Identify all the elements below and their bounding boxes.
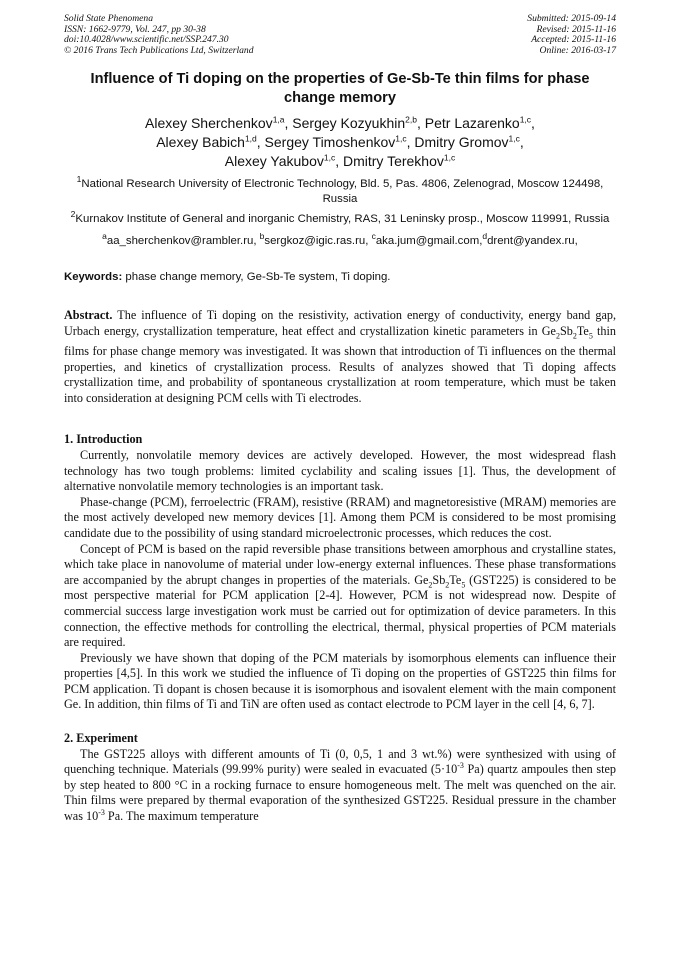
email-link[interactable]: sergkoz@igic.ras.ru [264, 234, 366, 247]
section-heading-introduction: 1. Introduction [64, 432, 143, 447]
affiliation-1: $^1$National Research University of Electronic Technology, Bld. 5, Pas. 4806, Zelenograd, Moscow 124498, Russia [76, 174, 604, 205]
paragraph: Currently, nonvolatile memory devices are actively developed. However, the most widespread flash technology has two tough problems: limited cyclability and scaling issues [1]. Thus, the development of alternative nonvolatile memory technologies is an important task. [64, 447, 616, 494]
keywords-label: Keywords: [64, 271, 123, 284]
author: Sergey Timoshenkov$^{1,c}$ [264, 133, 407, 151]
accepted-date: Accepted: 2015-11-16 [531, 34, 616, 46]
paragraph: Concept of PCM is based on the rapid reversible phase transitions between amorphous and crystalline states, which take place in nanovolume of material under low-energy external influences. These phase transformations are accompanied by the abrupt changes in properties of the materials. $Ge_2Sb_2Te_5$ (GST225) is considered to be most perspective material for PCM application [2-4]. However, PCM is not widespread now. Despite of commercial success large investigation work must be carried out for optimization of device parameters. In this connection, the effective methods for controlling the electrical, thermal, physical properties of PCM materials are required. [64, 541, 617, 650]
author: Petr Lazarenko$^{1,c}$ [424, 114, 532, 132]
author-emails: $^a$aa_sherchenkov@rambler.ru, $^b$sergkoz@igic.ras.ru, $^c$aka.jum@gmail.com,$^d$drent@yandex.ru, [102, 231, 578, 247]
online-date: Online: 2016-03-17 [539, 44, 616, 56]
paragraph: Phase-change (PCM), ferroelectric (FRAM), resistive (RRAM) and magnetoresistive (MRAM) memories are the most actively developed new memory devices [1]. Among them PCM is considered to be most promising candidate due to the possibility of using standard microelectronic processes, which reduces the cost. [64, 494, 616, 540]
author: Alexey Yakubov$^{1,c}$ [224, 152, 336, 170]
journal-header [64, 14, 616, 56]
author: Alexey Babich$^{1,d}$ [156, 133, 257, 151]
author-list: Alexey Sherchenkov$^{1,a}$, Sergey Kozyukhin$^{2,b}$, Petr Lazarenko$^{1,c}$, Alexey Babich$^{1,d}$, Sergey Timoshenkov$^{1,c}$, Dmitry Gromov$^{1,c}$, Alexey Yakubov$^{1,c}$, Dmitry Terekhov$^{1,c}$ [145, 114, 535, 170]
paper-title: Influence of Ti doping on the properties of Ge-Sb-Te thin films for phase change memory [90, 71, 590, 107]
author: Dmitry Gromov$^{1,c}$ [414, 133, 520, 151]
affiliation-2: $^2$Kurnakov Institute of General and inorganic Chemistry, RAS, 31 Leninsky prosp., Moscow 119991, Russia [70, 209, 610, 226]
author: Sergey Kozyukhin$^{2,b}$ [292, 114, 417, 132]
publication-info [64, 14, 254, 56]
email-link[interactable]: aka.jum@gmail.com [375, 234, 480, 247]
revised-date: Revised: 2015-11-16 [536, 23, 616, 35]
publication-dates [527, 14, 616, 56]
author: Alexey Sherchenkov$^{1,a}$ [145, 114, 285, 132]
paragraph: Previously we have shown that doping of the PCM materials by isomorphous elements can influence their properties [4,5]. In this work we studied the influence of Ti doping on the properties of GST225 thin films for PCM application. Ti dopant is chosen because it is isomorphous and isovalent element with the main component Ge. In addition, thin films of Ti and TiN are often used as contact electrode to PCM layer in the cell [4, 6, 7]. [64, 650, 616, 712]
section-heading-experiment: 2. Experiment [64, 731, 138, 746]
paragraph: The GST225 alloys with different amounts of Ti (0, 0,5, 1 and 3 wt.%) were synthesized with using of quenching technique. Materials (99.99% purity) were sealed in evacuated ($5\cdot 10^{-3}$ Pa) quartz ampoules then step by step heated to 800 °C in a rocking furnace to ensure homogeneous melt. The melt was quenched on the air. Thin films were prepared by thermal evaporation of the synthesized GST225. Residual pressure in the chamber was $10^{-3}$ Pa. The maximum temperature [64, 746, 616, 824]
issn: ISSN: 1662-9779, Vol. 247, pp 30-38 [64, 23, 206, 35]
copyright: © 2016 Trans Tech Publications Ltd, Switzerland [64, 44, 254, 56]
abstract: Abstract. The influence of Ti doping on the resistivity, activation energy of conductivity, energy band gap, Urbach energy, crystallization temperature, heat effect and crystallization kinetic parameters in $Ge_2Sb_2Te_5$ thin films for phase change memory was investigated. It was shown that introduction of Ti influences on the thermal properties, and kinetics of crystallization process. Results of analyzes showed that Ti doping affects crystallization time, and probability of spontaneous crystallization at room temperature, which must be taken into consideration at designing PCM cells with Ti electrodes. [64, 308, 616, 405]
keywords: Keywords: phase change memory, Ge-Sb-Te system, Ti doping. [64, 271, 391, 284]
abstract-label: Abstract. [64, 308, 113, 323]
journal-name: Solid State Phenomena [64, 13, 153, 24]
paper-page [64, 14, 616, 825]
author: Dmitry Terekhov$^{1,c}$ [343, 152, 456, 170]
email-link[interactable]: drent@yandex.ru [487, 234, 575, 247]
email-link[interactable]: aa_sherchenkov@rambler.ru [106, 234, 254, 247]
submitted-date: Submitted: 2015-09-14 [527, 13, 616, 24]
doi[interactable]: doi:10.4028/www.scientific.net/SSP.247.30 [64, 34, 229, 46]
